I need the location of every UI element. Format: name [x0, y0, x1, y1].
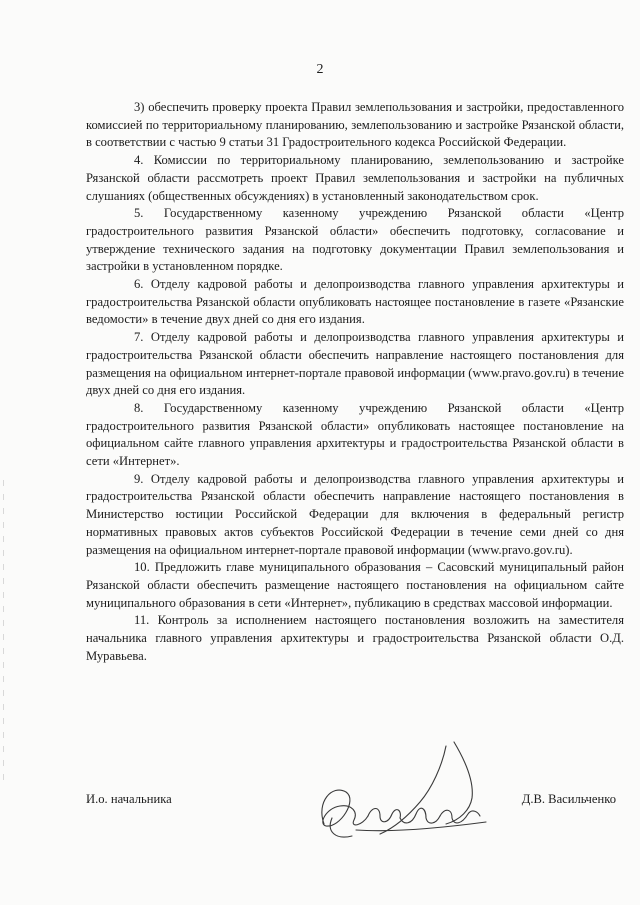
paragraph-item-11: 11. Контроль за исполнением настоящего постановления возложить на заместителя начальника главного управления архитектуры и градостроительства Рязанской области О.Д. Муравьева. — [86, 613, 624, 663]
paragraph-item-6: 6. Отделу кадровой работы и делопроизводства главного управления архитектуры и градостроительства Рязанской области опубликовать настоящее постановление в газете «Рязанские ведомости» в течение двух дней со дня его издания. — [86, 277, 624, 327]
paragraph-item-3: 3) обеспечить проверку проекта Правил землепользования и застройки, предоставленного комиссией по территориальному планированию, землепользованию и застройке Рязанской области, в соответствии с частью 9 статьи 31 Градостроительного кодекса Российской Федерации. — [86, 100, 624, 150]
signatory-position: И.о. начальника — [86, 792, 172, 806]
paragraph-item-7: 7. Отделу кадровой работы и делопроизводства главного управления архитектуры и градостроительства Рязанской области обеспечить направление настоящего постановления для размещения на официальном интернет-портале правовой информации (www.pravo.gov.ru) в течение двух дней со дня его издания. — [86, 330, 624, 398]
handwritten-signature — [296, 732, 506, 842]
signature-block — [86, 782, 626, 842]
paragraph-item-5: 5. Государственному казенному учреждению Рязанской области «Центр градостроительного развития Рязанской области» обеспечить подготовку, согласование и утверждение технического задания на подготовку документации Правил землепользования и застройки в установленном порядке. — [86, 206, 624, 274]
page-number: 2 — [316, 62, 324, 77]
paragraph-item-4: 4. Комиссии по территориальному планированию, землепользованию и застройке Рязанской области рассмотреть проект Правил землепользования и застройки на публичных слушаниях (общественных обсуждениях) в установленный законодательством срок. — [86, 153, 624, 203]
paragraph-item-8: 8. Государственному казенному учреждению Рязанской области «Центр градостроительного развития Рязанской области» опубликовать настоящее постановление на официальном сайте главного управления архитектуры и градостроительства Рязанской области в сети «Интернет». — [86, 400, 624, 469]
paragraph-item-9: 9. Отделу кадровой работы и делопроизводства главного управления архитектуры и градостроительства Рязанской области обеспечить направление настоящего постановления в Министерство юстиции Российской Федерации для включения в федеральный регистр нормативных правовых актов субъектов Российской Федерации в течение семи дней со дня размещения на официальном интернет-портале правовой информации (www.pravo.gov.ru). — [86, 471, 624, 557]
document-body — [86, 99, 624, 666]
signatory-name: Д.В. Васильченко — [521, 792, 616, 806]
paragraph-item-10: 10. Предложить главе муниципального образования – Сасовский муниципальный район Рязанской области обеспечить размещение настоящего постановления на официальном сайте муниципального образования в сети «Интернет», публикацию в средствах массовой информации. — [86, 560, 624, 610]
scan-edge-mark — [3, 480, 4, 780]
